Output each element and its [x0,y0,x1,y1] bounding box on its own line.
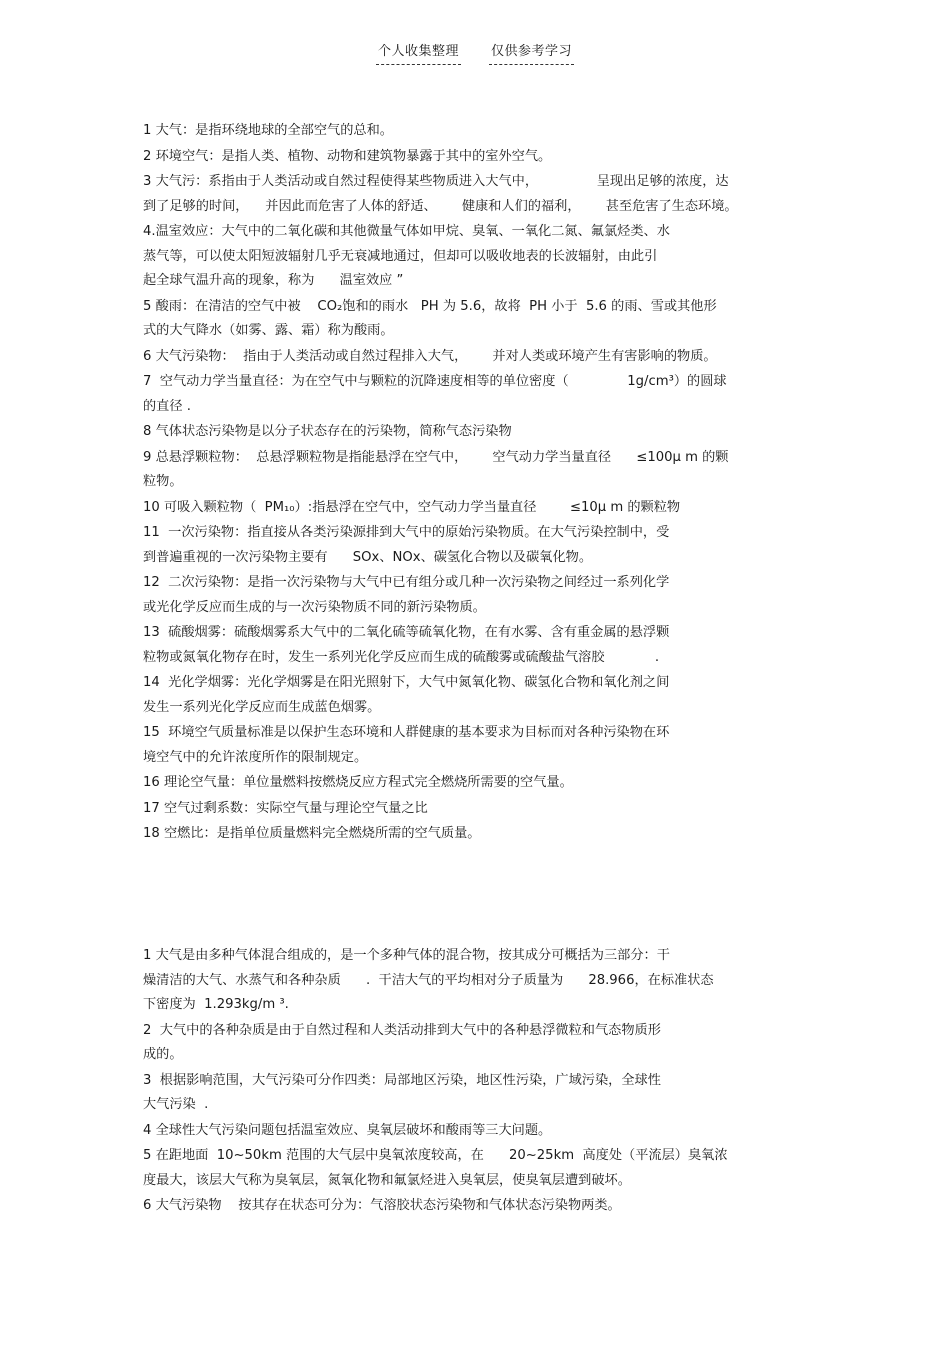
definition-item-1: 1 大气：是指环绕地球的全部空气的总和。 [143,123,393,138]
definition-item-9: 9 总悬浮颗粒物： 总悬浮颗粒物是指能悬浮在空气中， 空气动力学当量直径 ≤100μ m 的颗 粒物。 [143,449,729,489]
definition-item-12: 12 二次污染物：是指一次污染物与大气中已有组分或几种一次污染物之间经过一系列化学 或光化学反应而生成的与一次污染物质不同的新污染物质。 [143,575,670,615]
fact-item-2: 2 大气中的各种杂质是由于自然过程和人类活动排到大气中的各种悬浮微粒和气态物质形 成的。 [143,1022,661,1062]
definition-item-8: 8 气体状态污染物是以分子状态存在的污染物，简称气态污染物 [143,424,512,439]
definition-item-2: 2 环境空气：是指人类、植物、动物和建筑物暴露于其中的室外空气。 [143,148,552,164]
definition-item-5: 5 酸雨：在清洁的空气中被 CO₂饱和的雨水 PH 为 5.6，故将 PH 小于 5.6 的雨、雪或其他形 式的大气降水（如雾、露、霜）称为酸雨。 [143,298,717,338]
facts-section [143,944,808,1220]
fact-item-6: 6 大气污染物 按其存在状态可分为：气溶胶状态污染物和气体状态污染物两类。 [143,1198,621,1213]
fact-item-5: 5 在距地面 10~50km 范围的大气层中臭氧浓度较高，在 20~25km 高度处（平流层）臭氧浓 度最大，该层大气称为臭氧层，氮氧化物和氟氯烃进入臭氧层，使臭氧层遭到破坏。 [143,1148,728,1188]
definition-item-14: 14 光化学烟雾：光化学烟雾是在阳光照射下，大气中氮氧化物、碳氢化合物和氧化剂之间 发生一系列光化学反应而生成蓝色烟雾。 [143,675,670,715]
definition-item-16: 16 理论空气量：单位量燃料按燃烧反应方程式完全燃烧所需要的空气量。 [143,775,573,790]
definition-item-15: 15 环境空气质量标准是以保护生态环境和人群健康的基本要求为目标而对各种污染物在环 境空气中的允许浓度所作的限制规定。 [143,725,670,765]
definition-item-4: 4.温室效应：大气中的二氧化碳和其他微量气体如甲烷、臭氧、一氧化二氮、氟氯烃类、水 蒸气等，可以使太阳短波辐射几乎无衰减地通过，但却可以吸收地表的长波辐射，由此引 起全球气温升高的现象，称为 温室效应 ” [143,224,670,288]
definition-item-11: 11 一次污染物：指直接从各类污染源排到大气中的原始污染物质。在大气污染控制中，受 到普遍重视的一次污染物主要有 SOx、NOx、碳氢化合物以及碳氧化物。 [143,525,670,565]
definition-item-10: 10 可吸入颗粒物（ PM₁₀）:指悬浮在空气中，空气动力学当量直径 ≤10μ m 的颗粒物 [143,499,681,515]
fact-item-4: 4 全球性大气污染问题包括温室效应、臭氧层破坏和酸雨等三大问题。 [143,1122,552,1138]
header-left-text: 个人收集整理 [376,40,461,65]
definition-item-7: 7 空气动力学当量直径：为在空气中与颗粒的沉降速度相等的单位密度（ 1g/cm³）的圆球 的直径 . [143,374,727,414]
definition-item-6: 6 大气污染物： 指由于人类活动或自然过程排入大气， 并对人类或环境产生有害影响的物质。 [143,348,717,364]
fact-item-1: 1 大气是由多种气体混合组成的，是一个多种气体的混合物，按其成分可概括为三部分：干 燥清洁的大气、水蒸气和各种杂质 . 干洁大气的平均相对分子质量为 28.966，在标准状态 下密度为 1.293kg/m ³. [143,948,714,1012]
definition-item-18: 18 空燃比：是指单位质量燃料完全燃烧所需的空气质量。 [143,826,481,841]
definition-item-3: 3 大气污：系指由于人类活动或自然过程使得某些物质进入大气中， 呈现出足够的浓度，达 到了足够的时间， 并因此而危害了人体的舒适、 健康和人们的福利， 甚至危害了生态环境。 [143,174,738,214]
fact-item-3: 3 根据影响范围，大气污染可分作四类：局部地区污染，地区性污染，广域污染，全球性 大气污染 . [143,1072,661,1112]
definition-item-17: 17 空气过剩系数：实际空气量与理论空气量之比 [143,800,428,816]
header-right-text: 仅供参考学习 [489,40,574,65]
definitions-section [143,119,808,848]
page-header [0,40,950,65]
definition-item-13: 13 硫酸烟雾：硫酸烟雾系大气中的二氧化硫等硫氧化物，在有水雾、含有重金属的悬浮颗 粒物或氮氧化物存在时，发生一系列光化学反应而生成的硫酸雾或硫酸盐气溶胶 . [143,625,670,665]
